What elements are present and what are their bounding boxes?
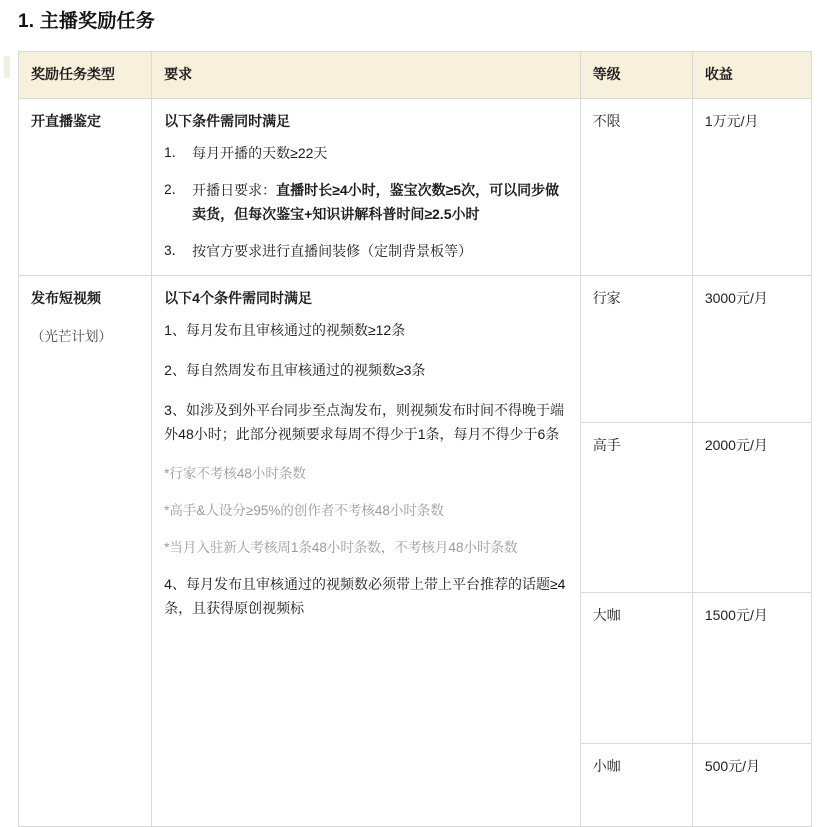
level-label: 高手 xyxy=(592,436,621,453)
cell-level xyxy=(580,592,692,743)
table-header-row xyxy=(19,52,812,99)
requirement-item-text: 开播日要求： xyxy=(192,182,277,199)
cell-task-type xyxy=(19,98,152,275)
requirement-item-text: 按官方要求进行直播间装修（定制背景板等） xyxy=(192,242,473,259)
task-type-label: 发布短视频 xyxy=(31,289,101,306)
pay-label: 1万元/月 xyxy=(704,112,759,129)
requirement-item xyxy=(164,359,570,383)
requirement-item-number: 1、 xyxy=(164,322,186,339)
requirement-list xyxy=(164,319,570,446)
cell-pay xyxy=(692,592,811,743)
cell-level xyxy=(580,743,692,826)
cell-pay xyxy=(692,422,811,592)
requirement-item-number: 4、 xyxy=(164,576,186,593)
requirement-item-number: 3． xyxy=(164,242,186,258)
pay-label: 500元/月 xyxy=(704,757,761,774)
pay-label: 1500元/月 xyxy=(704,606,768,623)
requirement-item-number: 1． xyxy=(164,145,186,161)
requirement-list-tail xyxy=(164,573,570,621)
task-type-label: 开直播鉴定 xyxy=(31,112,101,129)
cell-task-type xyxy=(19,275,152,826)
requirement-item-number: 2． xyxy=(164,182,186,198)
header-cell-level: 等级 xyxy=(580,52,692,99)
page-title: 1. 主播奖励任务 xyxy=(18,11,155,32)
header-cell-requirement: 要求 xyxy=(152,52,581,99)
cell-requirement xyxy=(152,98,581,275)
requirement-item-number: 2、 xyxy=(164,362,186,379)
pay-label: 2000元/月 xyxy=(704,436,768,453)
table-body xyxy=(19,98,812,826)
pay-label: 3000元/月 xyxy=(704,289,768,306)
level-label: 不限 xyxy=(592,112,621,129)
header-cell-pay: 收益 xyxy=(692,52,811,99)
level-label: 大咖 xyxy=(592,606,621,623)
header-cell-type: 奖励任务类型 xyxy=(19,52,152,99)
requirement-heading: 以下4个条件需同时满足 xyxy=(164,289,312,306)
requirement-item xyxy=(164,399,570,447)
level-label: 小咖 xyxy=(592,757,621,774)
cell-pay xyxy=(692,98,811,275)
task-type-sublabel: （光芒计划） xyxy=(31,329,112,345)
table-row xyxy=(19,98,812,275)
cell-pay xyxy=(692,743,811,826)
requirement-item xyxy=(164,179,570,225)
cell-level xyxy=(580,422,692,592)
requirement-item-text-bold: 直播时长≥4小时，鉴宝次数≥5次，可以同步做卖货，但每次鉴宝+知识讲解科普时间≥2.5小时 xyxy=(192,182,560,222)
requirement-note: *行家不考核48小时条数 xyxy=(164,465,306,481)
requirement-item xyxy=(164,319,570,343)
level-label: 行家 xyxy=(592,289,621,306)
requirement-note: *当月入驻新人考核周1条48小时条数，不考核月48小时条数 xyxy=(164,539,518,555)
reward-table-container xyxy=(18,51,812,827)
requirement-item-number: 3、 xyxy=(164,402,186,419)
left-edge-marker xyxy=(4,56,10,78)
table-row xyxy=(19,275,812,422)
requirement-item xyxy=(164,142,570,165)
requirement-item-text: 每月发布且审核通过的视频数≥12条 xyxy=(185,322,406,339)
cell-level xyxy=(580,275,692,422)
requirement-list xyxy=(164,142,570,262)
requirement-note: *高手&人设分≥95%的创作者不考核48小时条数 xyxy=(164,502,444,518)
reward-table xyxy=(18,51,812,827)
requirement-item-text: 每月开播的天数≥22天 xyxy=(192,145,328,162)
requirement-item-text: 每自然周发布且审核通过的视频数≥3条 xyxy=(185,362,426,379)
cell-level xyxy=(580,98,692,275)
requirement-item-text: 如涉及到外平台同步至点淘发布，则视频发布时间不得晚于端外48小时；此部分视频要求每周不得少于1条，每月不得少于6条 xyxy=(164,402,564,442)
table-header xyxy=(19,52,812,99)
requirement-heading: 以下条件需同时满足 xyxy=(164,112,291,129)
cell-requirement xyxy=(152,275,581,826)
requirement-item xyxy=(164,240,570,263)
requirement-item xyxy=(164,573,570,621)
cell-pay xyxy=(692,275,811,422)
requirement-item-text: 每月发布且审核通过的视频数必须带上带上平台推荐的话题≥4条，且获得原创视频标 xyxy=(164,576,566,617)
